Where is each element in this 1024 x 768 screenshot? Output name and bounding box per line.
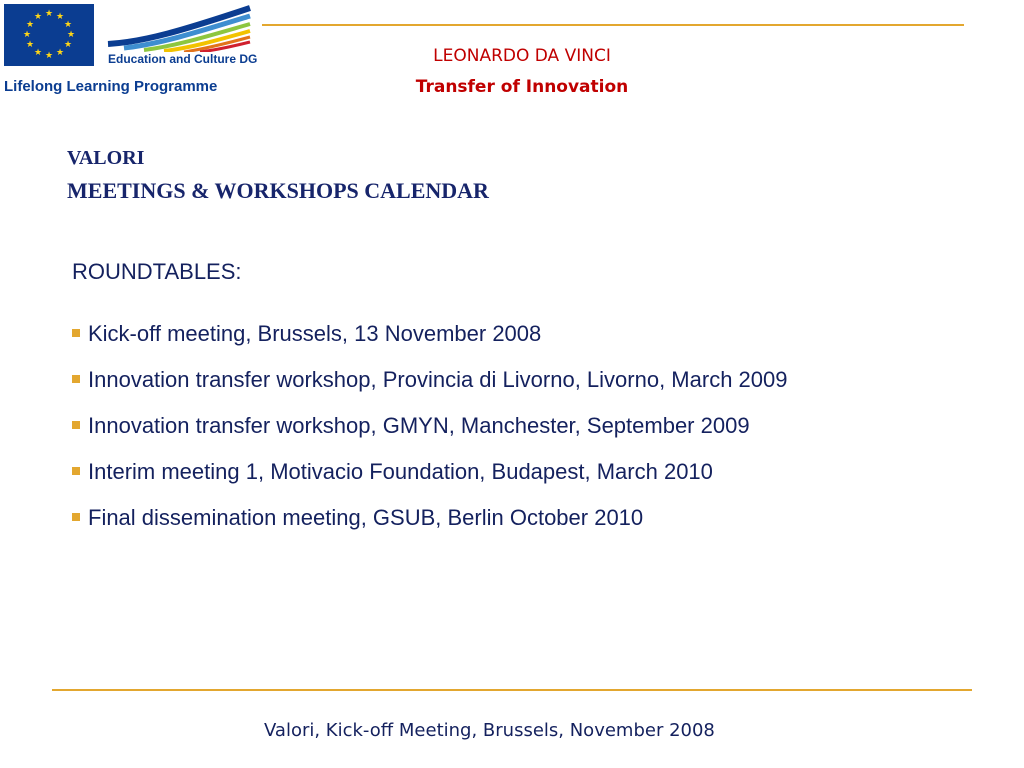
list-item-text: Interim meeting 1, Motivacio Foundation, Budapest, March 2010 bbox=[88, 459, 713, 484]
programme-label: Lifelong Learning Programme bbox=[4, 78, 218, 95]
top-divider bbox=[262, 24, 964, 26]
list-item-text: Kick-off meeting, Brussels, 13 November 2008 bbox=[88, 321, 542, 346]
list-item bbox=[72, 368, 972, 392]
square-bullet-icon bbox=[72, 513, 80, 521]
list-item bbox=[72, 322, 972, 346]
education-culture-swoosh-logo bbox=[104, 2, 254, 52]
list-item bbox=[72, 414, 972, 438]
square-bullet-icon bbox=[72, 467, 80, 475]
header-subtitle: Transfer of Innovation bbox=[415, 77, 629, 97]
flag-star: ★ bbox=[45, 51, 54, 61]
bottom-divider bbox=[52, 689, 972, 691]
list-item-text: Final dissemination meeting, GSUB, Berlin October 2010 bbox=[88, 505, 644, 530]
list-item-text: Innovation transfer workshop, GMYN, Manchester, September 2009 bbox=[88, 413, 750, 438]
flag-star: ★ bbox=[64, 40, 73, 50]
list-item-text: Innovation transfer workshop, Provincia di Livorno, Livorno, March 2009 bbox=[88, 367, 788, 392]
flag-star: ★ bbox=[26, 40, 35, 50]
header-title: LEONARDO DA VINCI bbox=[433, 46, 611, 66]
eu-flag-icon bbox=[4, 4, 94, 66]
flag-star: ★ bbox=[23, 30, 32, 40]
flag-star: ★ bbox=[34, 48, 43, 58]
logo-block bbox=[0, 0, 258, 104]
square-bullet-icon bbox=[72, 421, 80, 429]
flag-star: ★ bbox=[64, 20, 73, 30]
flag-star: ★ bbox=[56, 48, 65, 58]
footer-text: Valori, Kick-off Meeting, Brussels, November 2008 bbox=[264, 720, 715, 741]
section-heading: ROUNDTABLES: bbox=[72, 259, 242, 284]
flag-star: ★ bbox=[45, 9, 54, 19]
project-name: VALORI bbox=[67, 147, 145, 169]
slide-title: MEETINGS & WORKSHOPS CALENDAR bbox=[67, 178, 489, 203]
roundtable-list bbox=[72, 322, 972, 552]
square-bullet-icon bbox=[72, 329, 80, 337]
flag-star: ★ bbox=[34, 12, 43, 22]
square-bullet-icon bbox=[72, 375, 80, 383]
list-item bbox=[72, 506, 972, 530]
dg-label: Education and Culture DG bbox=[108, 52, 258, 66]
flag-star: ★ bbox=[26, 20, 35, 30]
flag-star: ★ bbox=[67, 30, 76, 40]
list-item bbox=[72, 460, 972, 484]
flag-star: ★ bbox=[56, 12, 65, 22]
